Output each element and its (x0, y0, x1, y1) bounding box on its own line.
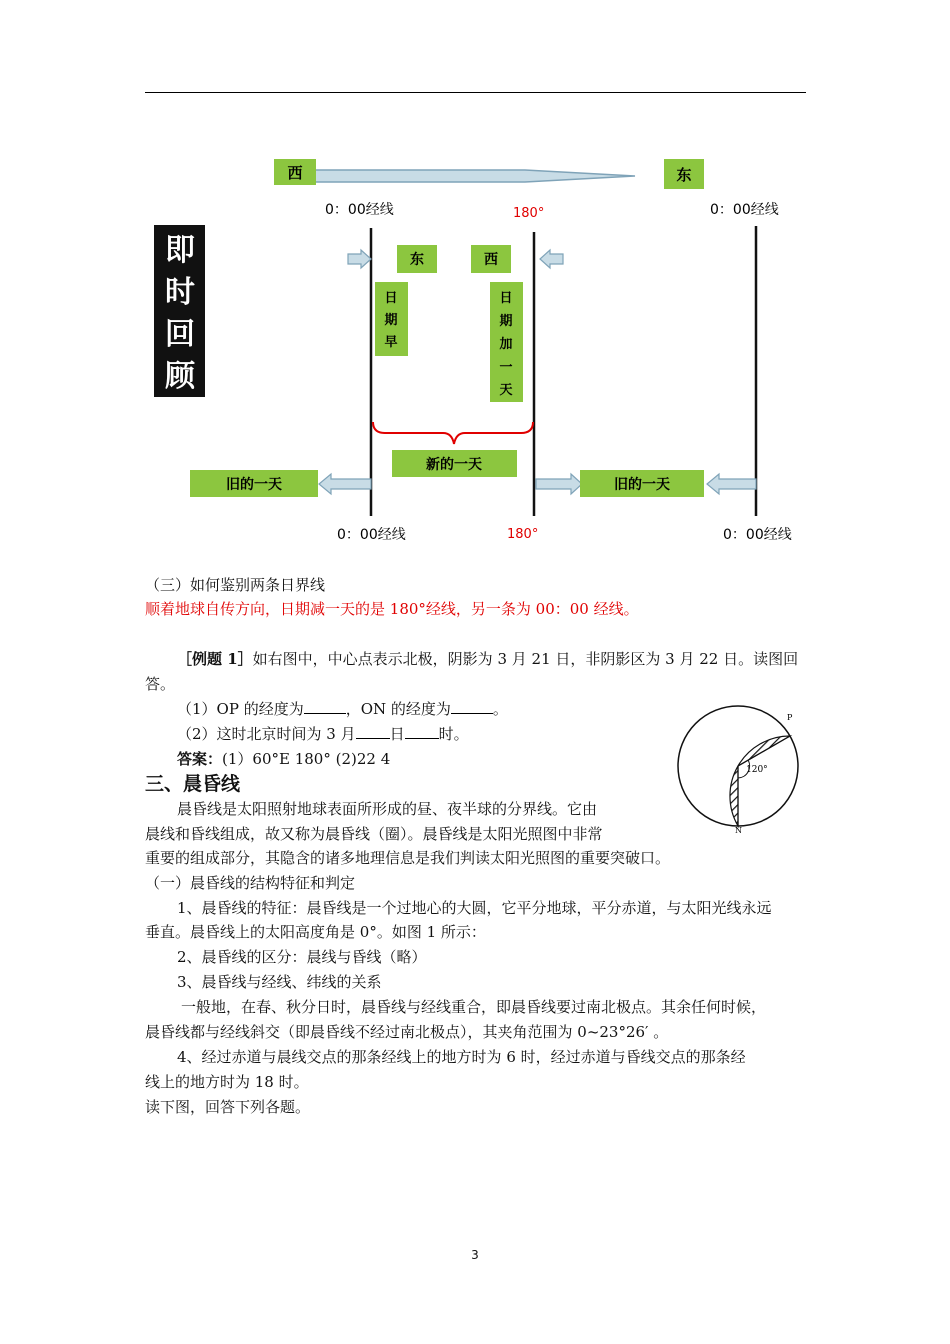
lon-00-top-left: 0：00经线 (325, 202, 394, 218)
lon-180-top: 180° (513, 206, 545, 221)
header-rule (145, 92, 806, 93)
arrow-to-old-day-left (319, 474, 371, 494)
item1-line-2: 垂直。晨昏线上的太阳高度角是 0°。如图 1 所示： (145, 923, 486, 941)
date-plus-char-1: 日 (499, 291, 513, 306)
sub3-rule: 顺着地球自传方向，日期减一天的是 180°经线，另一条为 00：00 经线。 (145, 600, 639, 618)
item4-line-1: 4、经过赤道与晨线交点的那条经线上的地方时为 6 时，经过赤道与昏线交点的那条经 (177, 1048, 746, 1066)
question-1 (177, 697, 508, 721)
arrow-into-180-line (540, 250, 563, 268)
date-line-diagram (145, 140, 825, 560)
lon-00-bottom-left: 0：00经线 (337, 527, 406, 543)
answer-label: 答案： (177, 750, 223, 768)
example-line-1 (177, 647, 798, 671)
answer-body: (1）60°E 180° (2)22 4 (222, 750, 391, 768)
north-pole-figure (672, 700, 812, 840)
lon-180-bottom: 180° (507, 527, 539, 542)
q1-part-a: （1）OP 的经度为 (177, 700, 304, 718)
arrow-to-old-day-right (536, 474, 582, 494)
q2-part-a: （2）这时北京时间为 3 月 (177, 725, 356, 743)
item4-line-2: 线上的地方时为 18 时。 (145, 1073, 309, 1091)
date-earlier-char-1: 日 (384, 291, 398, 306)
label-n: N (735, 826, 742, 835)
side-title-char-2: 时 (165, 275, 195, 310)
angle-label: 120° (746, 765, 768, 775)
q1-part-c: 。 (492, 700, 508, 718)
q1-blank-op (304, 697, 346, 714)
lon-00-bottom-right: 0：00经线 (723, 527, 792, 543)
question-2 (177, 722, 469, 746)
sub1-title: （一）晨昏线的结构特征和判定 (145, 874, 356, 892)
para1-line-1: 晨昏线是太阳照射地球表面所形成的昼、夜半球的分界线。它由 (177, 800, 598, 818)
new-day-brace (373, 422, 533, 444)
date-plus-char-2: 期 (499, 314, 513, 329)
para2-line-1: 一般地，在春、秋分日时，晨昏线与经线重合，即晨昏线要过南北极点。其余任何时候， (181, 998, 767, 1016)
para1-line-2: 晨线和昏线组成，故又称为晨昏线（圈）。晨昏线是太阳光照图中非常 (145, 825, 603, 843)
side-title-char-1: 即 (165, 233, 195, 268)
lon-00-top-right: 0：00经线 (710, 202, 779, 218)
q2-part-c: 时。 (438, 725, 469, 743)
old-day-left-label: 旧的一天 (226, 477, 282, 493)
date-plus-char-4: 一 (499, 360, 513, 375)
date-plus-char-3: 加 (499, 337, 513, 352)
east-label-small: 东 (410, 252, 424, 268)
q1-part-b: ，ON 的经度为 (345, 700, 451, 718)
section3-heading: 三、晨昏线 (145, 773, 241, 795)
side-title-char-3: 回 (165, 317, 195, 352)
east-label: 东 (676, 166, 692, 184)
read-prompt: 读下图，回答下列各题。 (145, 1098, 311, 1116)
arrow-into-left-line (348, 250, 371, 268)
item3: 3、晨昏线与经线、纬线的关系 (177, 973, 382, 991)
sub3-title: （三）如何鉴别两条日界线 (145, 576, 326, 594)
date-plus-char-5: 天 (499, 383, 513, 398)
label-p: P (787, 713, 793, 722)
item1-line-1: 1、晨昏线的特征：晨昏线是一个过地心的大圆，它平分地球，平分赤道，与太阳光线永远 (177, 899, 772, 917)
side-title-char-4: 顾 (165, 359, 195, 394)
para2-line-2: 晨昏线都与经线斜交（即晨昏线不经过南北极点），其夹角范围为 0~23°26′ 。 (145, 1023, 669, 1041)
west-to-east-arrow (315, 170, 635, 182)
page-number: 3 (471, 1248, 479, 1262)
q2-blank-day (356, 722, 390, 739)
q2-blank-hour (405, 722, 439, 739)
example-line-2: 答。 (145, 675, 176, 693)
answer-line (177, 747, 390, 771)
label-o: O (729, 755, 736, 764)
new-day-label: 新的一天 (426, 457, 482, 473)
date-earlier-char-2: 期 (384, 313, 398, 328)
q2-part-b: 日 (389, 725, 405, 743)
arrow-from-right-line (707, 474, 756, 494)
west-label: 西 (287, 164, 303, 182)
example-body-1: 如右图中，中心点表示北极，阴影为 3 月 21 日，非阴影区为 3 月 22 日。读图回 (252, 650, 799, 668)
old-day-right-label: 旧的一天 (614, 477, 670, 493)
item2: 2、晨昏线的区分：晨线与昏线（略） (177, 948, 427, 966)
date-earlier-char-3: 早 (384, 335, 398, 350)
para1-line-3: 重要的组成部分，其隐含的诸多地理信息是我们判读太阳光照图的重要突破口。 (145, 849, 671, 867)
example-label: ［例题 1］ (177, 650, 253, 668)
west-label-small: 西 (484, 252, 498, 268)
q1-blank-on (451, 697, 493, 714)
